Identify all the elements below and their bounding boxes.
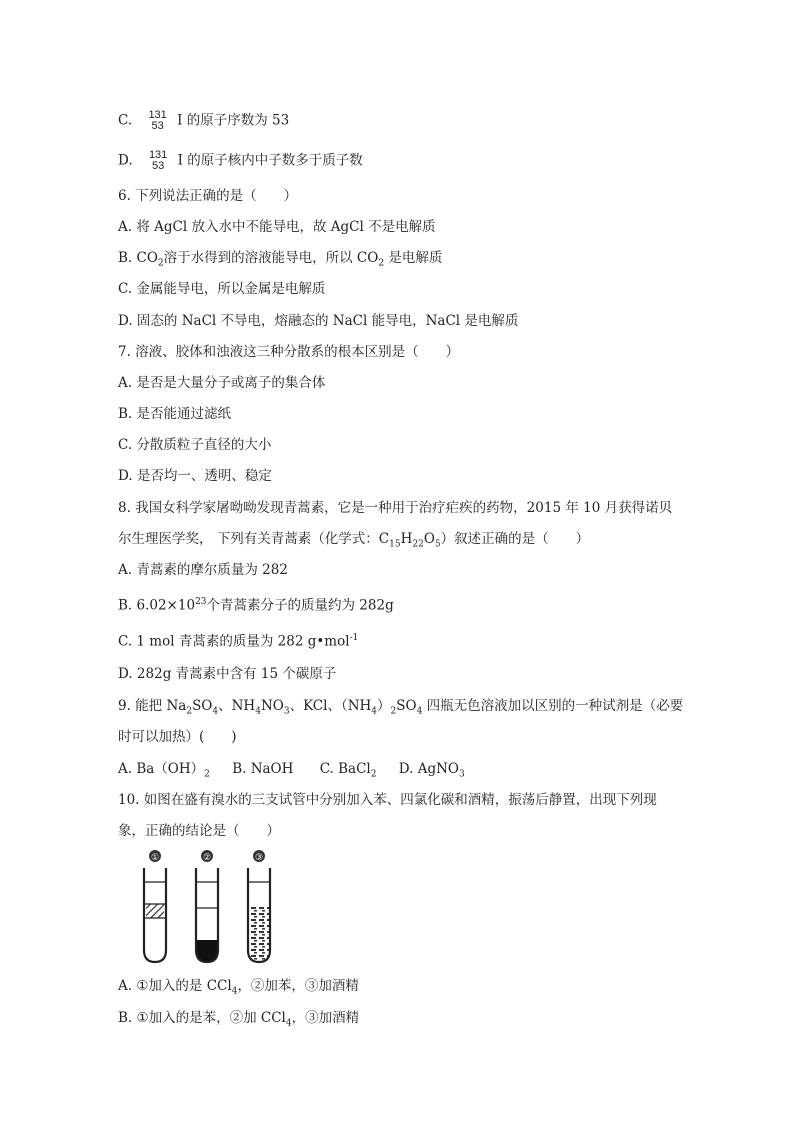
subscript: 22 bbox=[412, 539, 424, 550]
text: ，③加酒精 bbox=[291, 1010, 360, 1026]
uniform-mixed-liquid bbox=[249, 906, 269, 961]
question-7: 7. 溶液、胶体和浊液这三种分散系的根本区别是（ ） bbox=[118, 344, 460, 360]
superscript: 23 bbox=[195, 597, 207, 607]
subscript: 2 bbox=[390, 706, 397, 717]
test-tube-1 bbox=[144, 850, 166, 962]
text: 尔生理医学奖， 下列有关青蒿素（化学式：C bbox=[118, 531, 390, 547]
test-tube-3 bbox=[248, 850, 270, 962]
text: B. ①加入的是苯，②加 CCl bbox=[118, 1010, 286, 1026]
subscript: 5 bbox=[434, 539, 441, 550]
question-8-option-c bbox=[118, 629, 358, 651]
subscript: 15 bbox=[389, 539, 401, 550]
subscript: 4 bbox=[231, 986, 238, 997]
isotope-notation bbox=[149, 150, 167, 172]
question-9-option-d bbox=[398, 761, 465, 780]
option-d-isotope bbox=[118, 150, 363, 172]
question-7-option-b: B. 是否能通过滤纸 bbox=[118, 406, 232, 422]
question-8-option-b bbox=[118, 593, 394, 615]
text: 是电解质 bbox=[384, 250, 443, 266]
text: 9. 能把 Na bbox=[118, 698, 187, 714]
question-6-option-b bbox=[118, 249, 442, 273]
subscript: 2 bbox=[378, 258, 385, 269]
mass-number: 131 bbox=[148, 149, 168, 161]
text: SO bbox=[396, 698, 417, 714]
atomic-number: 53 bbox=[151, 160, 165, 172]
text: ，②加苯，③加酒精 bbox=[237, 978, 359, 994]
question-7-option-d: D. 是否均一、透明、稳定 bbox=[118, 468, 272, 484]
text: 、KCl、（NH bbox=[289, 698, 372, 714]
question-10-option-a bbox=[118, 977, 359, 1001]
option-text: I 的原子核内中子数多于质子数 bbox=[177, 152, 363, 169]
text: D. AgNO bbox=[398, 761, 459, 777]
option-text: I 的原子序数为 53 bbox=[177, 112, 290, 129]
mass-number: 131 bbox=[148, 109, 167, 121]
subscript: 4 bbox=[212, 706, 219, 717]
text: SO bbox=[192, 698, 213, 714]
atomic-number: 53 bbox=[151, 120, 164, 132]
isotope-notation bbox=[148, 110, 166, 132]
question-10-line-1: 10. 如图在盛有溴水的三支试管中分别加入苯、四氯化碳和酒精，振荡后静置，出现下列现 bbox=[118, 792, 657, 808]
question-9-line-1 bbox=[118, 697, 683, 721]
text: O bbox=[423, 531, 435, 547]
question-9-option-a bbox=[118, 761, 210, 780]
question-8-option-a: A. 青蒿素的摩尔质量为 282 bbox=[118, 562, 288, 578]
option-label: C. bbox=[118, 112, 133, 129]
text: NO bbox=[260, 698, 284, 714]
question-6-option-c: C. 金属能导电，所以金属是电解质 bbox=[118, 281, 326, 297]
text: C. 1 mol 青蒿素的质量为 282 g•mol bbox=[118, 633, 350, 650]
text: 个青蒿素分子的质量约为 282g bbox=[206, 597, 394, 614]
tube-2-label: ② bbox=[202, 853, 212, 863]
subscript: 2 bbox=[157, 258, 164, 269]
subscript: 3 bbox=[458, 769, 465, 780]
question-7-option-c: C. 分散质粒子直径的大小 bbox=[118, 437, 272, 453]
question-9-line-2: 时可以加热）( ) bbox=[118, 729, 237, 745]
question-7-option-a: A. 是否是大量分子或离子的集合体 bbox=[118, 375, 326, 391]
option-c-isotope bbox=[118, 110, 289, 132]
question-6-option-d: D. 固态的 NaCl 不导电，熔融态的 NaCl 能导电，NaCl 是电解质 bbox=[118, 313, 519, 329]
question-9-option-b: B. NaOH bbox=[232, 761, 294, 777]
question-9-options bbox=[118, 760, 465, 784]
test-tubes-svg bbox=[130, 846, 280, 966]
text: A. ①加入的是 CCl bbox=[118, 978, 232, 994]
text: 溶于水得到的溶液能导电，所以 CO bbox=[163, 250, 379, 266]
question-6: 6. 下列说法正确的是（ ） bbox=[118, 188, 298, 204]
upper-colored-layer bbox=[146, 904, 164, 918]
text: A. Ba（OH） bbox=[118, 761, 205, 777]
text: 、NH bbox=[218, 698, 256, 714]
text: B. 6.02×10 bbox=[118, 597, 196, 614]
test-tube-2 bbox=[196, 850, 218, 962]
option-label: D. bbox=[118, 152, 133, 169]
question-8-option-d: D. 282g 青蒿素中含有 15 个碳原子 bbox=[118, 666, 337, 682]
test-tubes-figure bbox=[130, 846, 280, 966]
question-8-line-2 bbox=[118, 530, 589, 554]
text: ）叙述正确的是（ ） bbox=[440, 531, 590, 547]
tube-3-label: ③ bbox=[254, 853, 264, 863]
superscript: -1 bbox=[349, 633, 359, 643]
question-10-option-b bbox=[118, 1009, 359, 1033]
subscript: 4 bbox=[416, 706, 423, 717]
question-9-option-c bbox=[319, 761, 377, 780]
subscript: 2 bbox=[204, 769, 210, 780]
tube-1-label: ① bbox=[150, 853, 160, 863]
subscript: 4 bbox=[285, 1018, 292, 1029]
text: H bbox=[400, 531, 413, 547]
subscript: 2 bbox=[186, 706, 193, 717]
text: 四瓶无色溶液加以区别的一种试剂是（必要 bbox=[422, 698, 684, 714]
subscript: 2 bbox=[370, 769, 377, 780]
subscript: 3 bbox=[283, 706, 290, 717]
text: B. CO bbox=[118, 250, 158, 266]
subscript: 4 bbox=[255, 706, 261, 717]
question-6-option-a: A. 将 AgCl 放入水中不能导电，故 AgCl 不是电解质 bbox=[118, 219, 436, 235]
question-8-line-1: 8. 我国女科学家屠呦呦发现青蒿素，它是一种用于治疗疟疾的药物，2015 年 10 月获得诺贝 bbox=[118, 500, 673, 516]
question-10-line-2: 象，正确的结论是（ ） bbox=[118, 823, 280, 839]
text: ） bbox=[377, 698, 391, 714]
text: C. BaCl bbox=[319, 761, 371, 777]
subscript: 4 bbox=[371, 706, 378, 717]
